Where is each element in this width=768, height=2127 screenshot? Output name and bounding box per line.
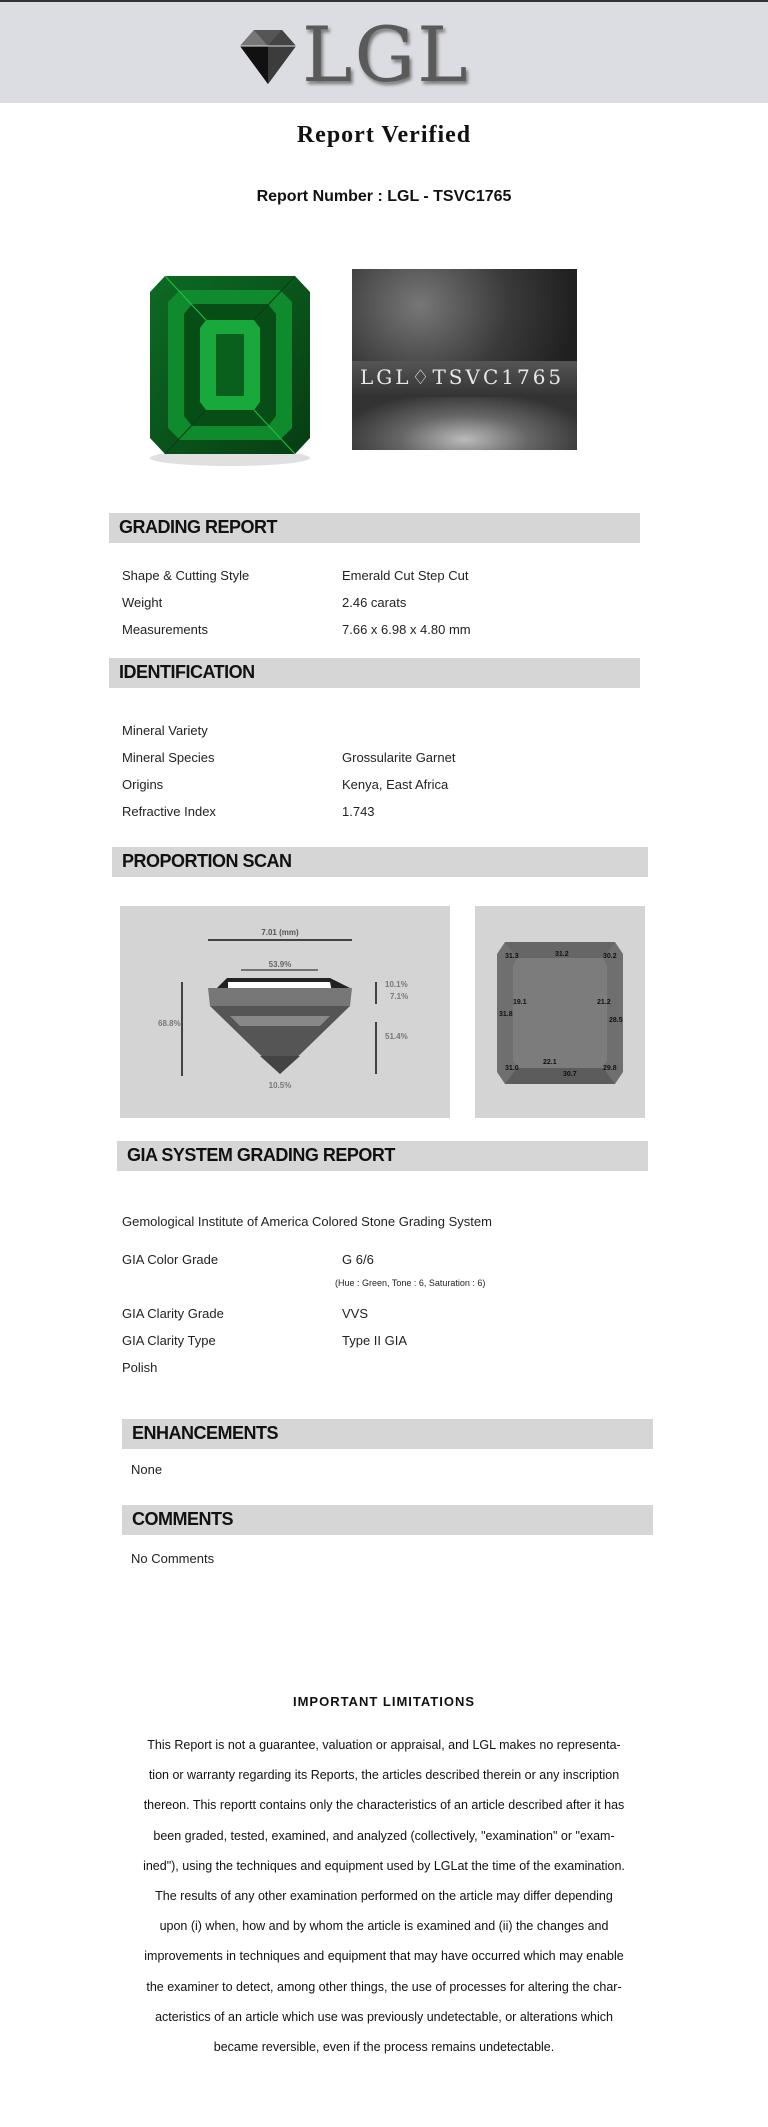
- limitations-line: This Report is not a guarantee, valuation or appraisal, and LGL makes no representa-: [147, 1738, 621, 1752]
- limitations-line: been graded, tested, examined, and analyzed (collectively, "examination" or "exam-: [153, 1828, 615, 1843]
- top-tc: 31.2: [555, 951, 569, 958]
- top-br: 29.8: [603, 1065, 617, 1072]
- limitations-line: acteristics of an article which use was previously undetectable, or alterations which: [155, 2009, 613, 2024]
- page-title: Report Verified: [296, 122, 472, 148]
- gemstone-photo: [130, 268, 330, 468]
- top-bl: 31.0: [505, 1065, 519, 1072]
- inscription-photo: [352, 269, 577, 450]
- label-gia-color: GIA Color Grade: [122, 1252, 219, 1267]
- top-bc2: 30.7: [563, 1071, 577, 1078]
- top-bc1: 22.1: [543, 1059, 557, 1066]
- label-refractive-index: Refractive Index: [122, 804, 216, 819]
- label-pavilion: 51.4%: [385, 1032, 408, 1041]
- value-gia-clarity: VVS: [342, 1306, 369, 1321]
- proportion-scan-header: [112, 847, 648, 877]
- label-mineral-species: Mineral Species: [122, 750, 215, 765]
- limitations-line: the examiner to detect, among other things, the use of processes for altering the char-: [146, 1979, 622, 1994]
- label-polish: Polish: [122, 1360, 158, 1375]
- label-origins: Origins: [122, 777, 164, 792]
- comments-header: [122, 1505, 653, 1535]
- label-width: 7.01 (mm): [261, 928, 299, 937]
- label-culet: 10.5%: [268, 1081, 292, 1090]
- grading-report-header: [109, 513, 640, 543]
- header-banner: [0, 2, 768, 103]
- label-crown: 10.1%: [385, 980, 408, 989]
- top-ml2: 31.8: [499, 1011, 513, 1018]
- top-ml1: 19.1: [513, 999, 527, 1006]
- section-heading: COMMENTS: [132, 1509, 233, 1529]
- value-mineral-species: Grossularite Garnet: [342, 750, 456, 765]
- section-heading: GIA SYSTEM GRADING REPORT: [127, 1145, 395, 1165]
- section-heading: PROPORTION SCAN: [122, 851, 292, 871]
- side-profile-diagram: [120, 906, 450, 1118]
- section-heading: GRADING REPORT: [119, 517, 278, 537]
- section-heading: IDENTIFICATION: [119, 662, 255, 682]
- limitations-line: ined"), using the techniques and equipment used by LGLat the time of the examination.: [143, 1858, 625, 1873]
- value-origins: Kenya, East Africa: [342, 777, 449, 792]
- limitations-text: [118, 1730, 650, 2062]
- limitations-line: The results of any other examination performed on the article may differ depending: [155, 1889, 613, 1904]
- limitations-line: upon (i) when, how and by whom the article is examined and (ii) the changes and: [159, 1919, 609, 1934]
- top-tr: 30.2: [603, 953, 617, 960]
- gia-color-note: (Hue : Green, Tone : 6, Saturation : 6): [335, 1278, 486, 1288]
- gia-grading-header: [117, 1141, 648, 1171]
- limitations-line: improvements in techniques and equipment that may have occurred which may enable: [144, 1949, 624, 1964]
- top-tl: 31.3: [505, 953, 519, 960]
- limitations-line: tion or warranty regarding its Reports, the articles described therein or any inscription: [148, 1768, 620, 1783]
- value-refractive-index: 1.743: [342, 804, 375, 819]
- limitations-title: IMPORTANT LIMITATIONS: [292, 1694, 476, 1709]
- enhancements-header: [122, 1419, 653, 1449]
- lgl-logo: [232, 10, 492, 99]
- label-shape: Shape & Cutting Style: [122, 568, 250, 583]
- report-number: Report Number : LGL - TSVC1765: [256, 188, 512, 205]
- label-total-depth: 68.8%: [158, 1019, 181, 1028]
- enhancements-value: None: [131, 1462, 163, 1477]
- label-mineral-variety: Mineral Variety: [122, 723, 208, 738]
- top-view-diagram: [475, 906, 645, 1118]
- label-measurements: Measurements: [122, 622, 208, 637]
- label-table: 53.9%: [268, 960, 292, 969]
- diamond-icon: [232, 22, 302, 92]
- comments-value: No Comments: [131, 1551, 215, 1566]
- value-gia-color: G 6/6: [342, 1252, 374, 1267]
- label-gia-clarity: GIA Clarity Grade: [122, 1306, 224, 1321]
- label-girdle: 7.1%: [390, 992, 409, 1001]
- logo-text: LGL: [302, 10, 470, 99]
- value-gia-clarity-type: Type II GIA: [342, 1333, 408, 1348]
- gia-system-name: Gemological Institute of America Colored Stone Grading System: [122, 1214, 492, 1229]
- value-measurements: 7.66 x 6.98 x 4.80 mm: [342, 622, 471, 637]
- value-weight: 2.46 carats: [342, 595, 407, 610]
- inscription-text: LGL♢TSVC1765: [360, 365, 565, 389]
- label-weight: Weight: [122, 595, 163, 610]
- identification-header: [109, 658, 640, 688]
- top-mr2: 28.5: [609, 1017, 623, 1024]
- limitations-line: thereon. This reportt contains only the characteristics of an article described after it has: [143, 1798, 625, 1813]
- limitations-line: became reversible, even if the process remains undetectable.: [213, 2040, 555, 2055]
- label-gia-clarity-type: GIA Clarity Type: [122, 1333, 216, 1348]
- top-mr1: 21.2: [597, 999, 611, 1006]
- section-heading: ENHANCEMENTS: [132, 1423, 279, 1443]
- value-shape: Emerald Cut Step Cut: [342, 568, 469, 583]
